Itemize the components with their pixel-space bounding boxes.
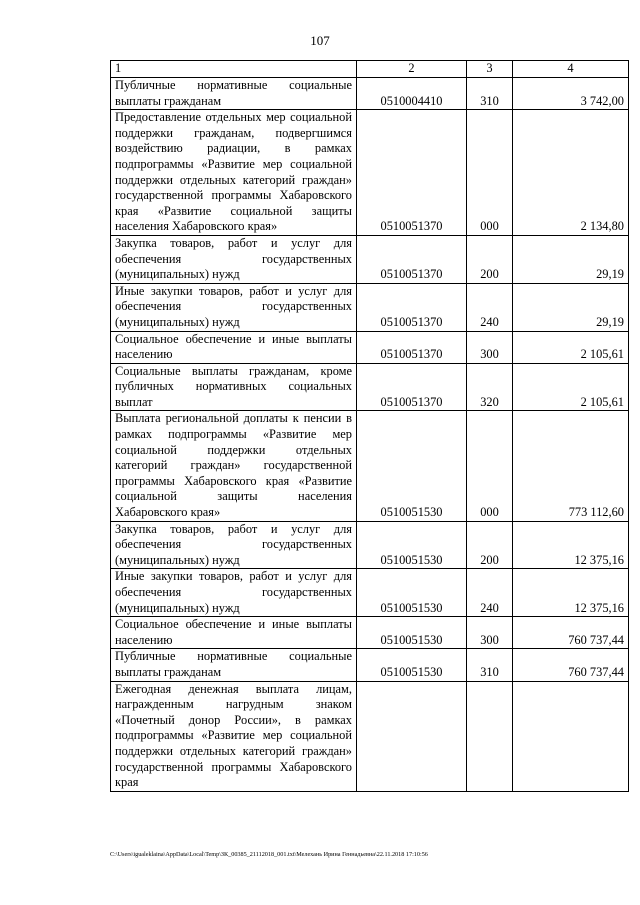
table-row: [111, 521, 629, 569]
row-name: Социальное обеспечение и иные выплаты населению: [111, 617, 357, 649]
row-amount: 3 742,00: [513, 78, 629, 110]
table-row: [111, 331, 629, 363]
row-type: 240: [467, 569, 513, 617]
row-amount: 2 105,61: [513, 331, 629, 363]
table-row: [111, 283, 629, 331]
table-row: [111, 617, 629, 649]
row-amount: [513, 681, 629, 791]
row-code: 0510051530: [357, 617, 467, 649]
row-type: 000: [467, 411, 513, 521]
row-amount: 2 105,61: [513, 363, 629, 411]
header-col-3: 3: [467, 61, 513, 78]
header-col-1: 1: [111, 61, 357, 78]
row-name: Социальное обеспечение и иные выплаты населению: [111, 331, 357, 363]
row-name: Ежегодная денежная выплата лицам, награжденным нагрудным знаком «Почетный донор России», в рамках подпрограммы «Развитие мер социальной поддержки отдельных категорий граждан» государственной программы Хабаровского края: [111, 681, 357, 791]
table-row: [111, 569, 629, 617]
row-type: 300: [467, 617, 513, 649]
page-number: 107: [310, 33, 330, 48]
row-type: [467, 681, 513, 791]
row-type: 310: [467, 649, 513, 681]
table-header-row: [111, 61, 629, 78]
row-code: 0510051530: [357, 411, 467, 521]
row-name: Иные закупки товаров, работ и услуг для обеспечения государственных (муниципальных) нужд: [111, 569, 357, 617]
row-code: [357, 681, 467, 791]
row-code: 0510051370: [357, 110, 467, 236]
row-name: Публичные нормативные социальные выплаты гражданам: [111, 78, 357, 110]
row-name: Социальные выплаты гражданам, кроме публичных нормативных социальных выплат: [111, 363, 357, 411]
header-col-2: 2: [357, 61, 467, 78]
row-type: 300: [467, 331, 513, 363]
row-type: 200: [467, 521, 513, 569]
row-amount: 2 134,80: [513, 110, 629, 236]
row-code: 0510051370: [357, 331, 467, 363]
table-row: [111, 363, 629, 411]
row-code: 0510051370: [357, 235, 467, 283]
row-type: 240: [467, 283, 513, 331]
row-code: 0510051530: [357, 521, 467, 569]
row-type: 320: [467, 363, 513, 411]
table-row: [111, 649, 629, 681]
row-type: 200: [467, 235, 513, 283]
row-amount: 760 737,44: [513, 617, 629, 649]
row-name: Закупка товаров, работ и услуг для обеспечения государственных (муниципальных) нужд: [111, 235, 357, 283]
row-name: Предоставление отдельных мер социальной поддержки гражданам, подвергшимся воздействию радиации, в рамках подпрограммы «Развитие мер социальной поддержки отдельных категорий граждан» государственной программы Хабаровского края «Развитие социальной защиты населения Хабаровского края»: [111, 110, 357, 236]
file-path-footer: C:\Users\igualeklaina\AppData\Local\Temp\ЗК_00385_21112018_001.txt\Мелехань Ирина Геннадьевна\22.11.2018 17:10:56: [110, 851, 428, 858]
row-amount: 773 112,60: [513, 411, 629, 521]
row-amount: 760 737,44: [513, 649, 629, 681]
row-code: 0510051530: [357, 569, 467, 617]
row-code: 0510004410: [357, 78, 467, 110]
row-name: Иные закупки товаров, работ и услуг для обеспечения государственных (муниципальных) нужд: [111, 283, 357, 331]
row-name: Публичные нормативные социальные выплаты гражданам: [111, 649, 357, 681]
table-row: [111, 235, 629, 283]
row-amount: 29,19: [513, 283, 629, 331]
row-name: Выплата региональной доплаты к пенсии в рамках подпрограммы «Развитие мер социальной поддержки отдельных категорий граждан» государственной программы Хабаровского края «Развитие социальной защиты населения Хабаровского края»: [111, 411, 357, 521]
row-type: 310: [467, 78, 513, 110]
row-amount: 29,19: [513, 235, 629, 283]
row-name: Закупка товаров, работ и услуг для обеспечения государственных (муниципальных) нужд: [111, 521, 357, 569]
table-row: [111, 78, 629, 110]
row-code: 0510051530: [357, 649, 467, 681]
table-row: [111, 110, 629, 236]
budget-table: [110, 60, 629, 792]
row-amount: 12 375,16: [513, 569, 629, 617]
table-row: [111, 411, 629, 521]
row-amount: 12 375,16: [513, 521, 629, 569]
row-code: 0510051370: [357, 283, 467, 331]
header-col-4: 4: [513, 61, 629, 78]
row-type: 000: [467, 110, 513, 236]
table-row: [111, 681, 629, 791]
row-code: 0510051370: [357, 363, 467, 411]
